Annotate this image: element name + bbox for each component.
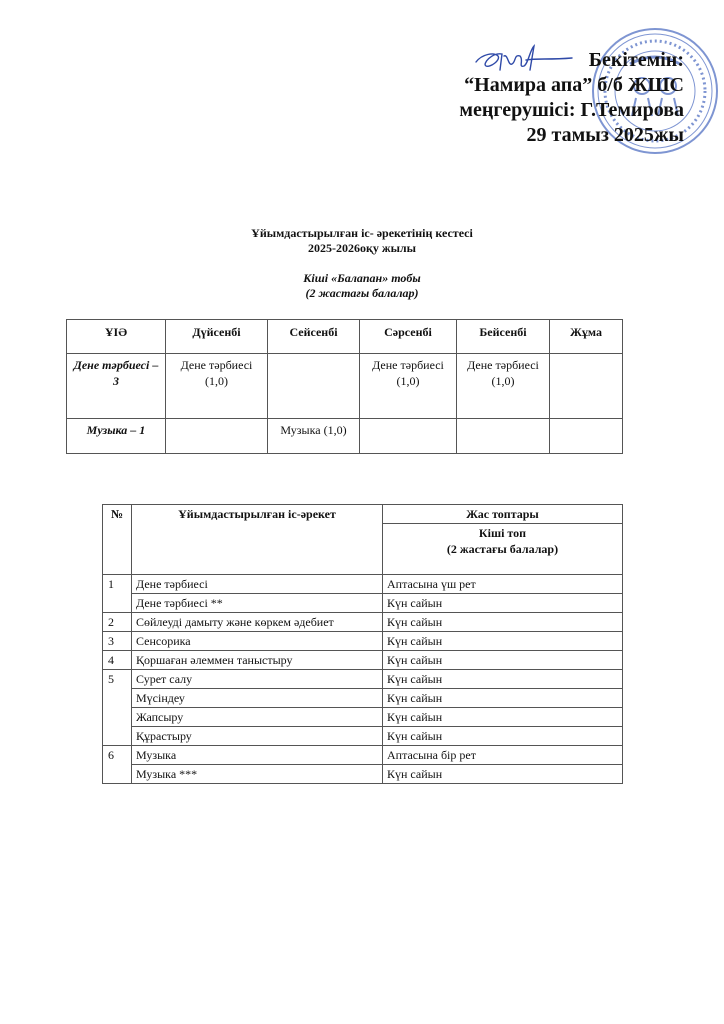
schedule-header-row	[67, 320, 623, 354]
schedule-cell	[550, 419, 623, 454]
header-monday: Дүйсенбі	[166, 320, 268, 354]
schedule-subject: Дене тәрбиесі – 3	[67, 354, 166, 419]
schedule-cell	[457, 419, 550, 454]
approval-heading: Бекітемін:	[588, 49, 684, 71]
approval-organization: “Намира апа” б/б ЖШС	[464, 74, 684, 96]
activity-number: 5	[103, 670, 132, 746]
activity-number: 4	[103, 651, 132, 670]
header-age-groups: Жас топтары	[383, 505, 623, 524]
activity-name: Жапсыру	[132, 708, 383, 727]
header-friday: Жұма	[550, 320, 623, 354]
schedule-subject: Музыка – 1	[67, 419, 166, 454]
activity-number: 1	[103, 575, 132, 613]
schedule-row	[67, 354, 623, 419]
activity-frequency: Күн сайын	[383, 708, 623, 727]
schedule-cell	[268, 354, 360, 419]
group-age: (2 жастағы балалар)	[446, 542, 559, 556]
activity-row	[103, 727, 623, 746]
activity-row	[103, 708, 623, 727]
activity-row	[103, 765, 623, 784]
activity-number: 6	[103, 746, 132, 784]
schedule-cell: Музыка (1,0)	[268, 419, 360, 454]
activity-frequency: Күн сайын	[383, 632, 623, 651]
approval-director: меңгерушісі: Г.Темирова	[459, 99, 684, 121]
activity-frequency: Күн сайын	[383, 651, 623, 670]
activity-row	[103, 613, 623, 632]
title-main: Ұйымдастырылған іс- әрекетінің кестесі	[251, 226, 473, 240]
activity-row	[103, 632, 623, 651]
schedule-cell	[550, 354, 623, 419]
schedule-cell	[166, 419, 268, 454]
activity-name: Сенсорика	[132, 632, 383, 651]
document-title	[0, 226, 724, 256]
activities-table	[102, 504, 623, 784]
header-wednesday: Сәрсенбі	[360, 320, 457, 354]
approval-block	[354, 48, 684, 148]
weekly-schedule-table	[66, 319, 623, 454]
activity-name: Мүсіндеу	[132, 689, 383, 708]
activity-frequency: Аптасына үш рет	[383, 575, 623, 594]
activity-frequency: Күн сайын	[383, 765, 623, 784]
header-number: №	[103, 505, 132, 575]
schedule-cell: Дене тәрбиесі (1,0)	[457, 354, 550, 419]
activity-name: Дене тәрбиесі **	[132, 594, 383, 613]
title-age: (2 жастағы балалар)	[305, 286, 419, 300]
schedule-cell	[360, 419, 457, 454]
activity-name: Сурет салу	[132, 670, 383, 689]
activity-row	[103, 594, 623, 613]
header-activity: Ұйымдастырылған іс-әрекет	[132, 505, 383, 575]
header-group	[383, 524, 623, 575]
activity-row	[103, 651, 623, 670]
activity-frequency: Күн сайын	[383, 613, 623, 632]
schedule-row	[67, 419, 623, 454]
activity-frequency: Күн сайын	[383, 727, 623, 746]
schedule-cell: Дене тәрбиесі (1,0)	[166, 354, 268, 419]
activity-row	[103, 689, 623, 708]
activity-name: Дене тәрбиесі	[132, 575, 383, 594]
activity-name: Сөйлеуді дамыту және көркем әдебиет	[132, 613, 383, 632]
activity-frequency: Күн сайын	[383, 689, 623, 708]
activity-name: Құрастыру	[132, 727, 383, 746]
activity-number: 2	[103, 613, 132, 632]
schedule-cell: Дене тәрбиесі (1,0)	[360, 354, 457, 419]
activity-frequency: Күн сайын	[383, 670, 623, 689]
activity-number: 3	[103, 632, 132, 651]
approval-date: 29 тамыз 2025жы	[526, 124, 684, 146]
activity-name: Музыка ***	[132, 765, 383, 784]
activity-row	[103, 746, 623, 765]
activities-header-row	[103, 505, 623, 524]
group-title	[0, 271, 724, 301]
header-subject: ҰІӘ	[67, 320, 166, 354]
group-name: Кіші топ	[478, 526, 527, 540]
activity-name: Музыка	[132, 746, 383, 765]
header-zone	[0, 0, 724, 200]
header-thursday: Бейсенбі	[457, 320, 550, 354]
title-year: 2025-2026оқу жылы	[307, 241, 417, 255]
header-tuesday: Сейсенбі	[268, 320, 360, 354]
title-group: Кіші «Балапан» тобы	[303, 271, 421, 285]
activity-frequency: Аптасына бір рет	[383, 746, 623, 765]
activity-frequency: Күн сайын	[383, 594, 623, 613]
activity-name: Қоршаған әлеммен таныстыру	[132, 651, 383, 670]
activity-row	[103, 575, 623, 594]
activity-row	[103, 670, 623, 689]
